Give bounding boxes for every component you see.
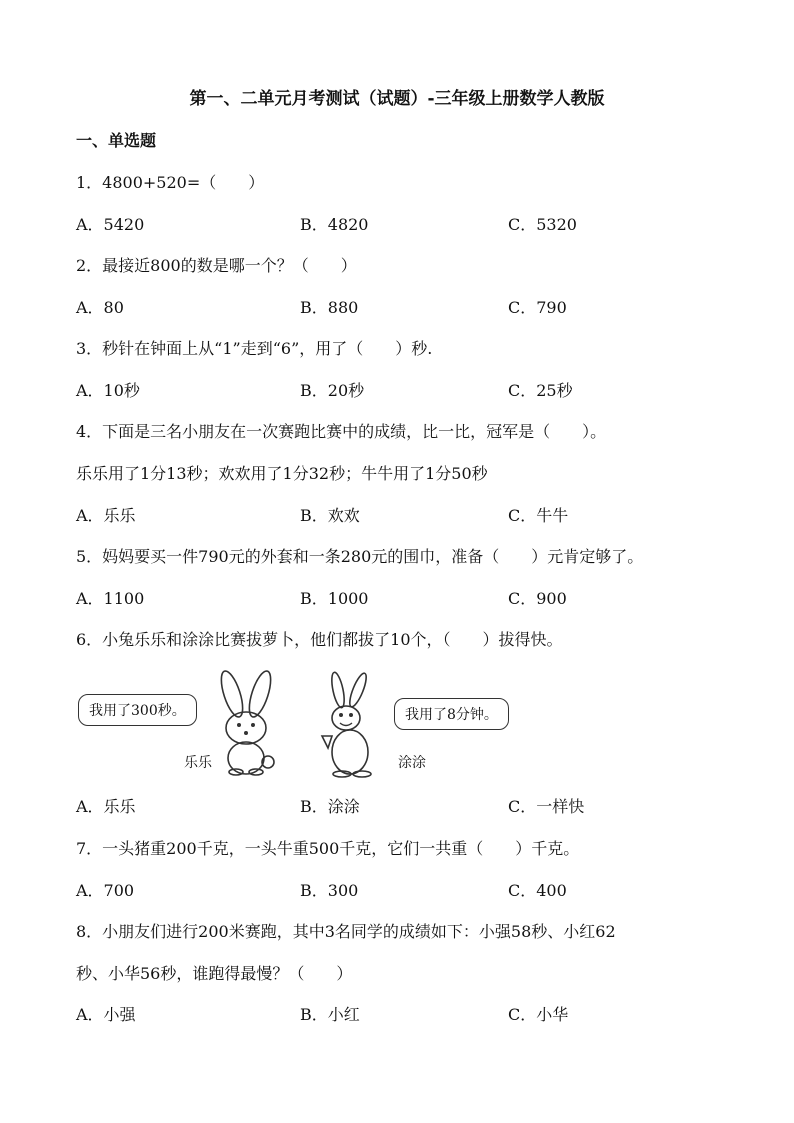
option-a[interactable]: A．乐乐 [76, 506, 136, 525]
question-8: 8．小朋友们进行200米赛跑，其中3名同学的成绩如下：小强58秒、小红62 [76, 922, 616, 941]
section-heading: 一、单选题 [76, 131, 157, 150]
rabbits-illustration [76, 666, 536, 778]
question-4: 4．下面是三名小朋友在一次赛跑比赛中的成绩，比一比，冠军是（ ）。 [76, 422, 607, 441]
question-8-continued: 秒、小华56秒，谁跑得最慢？（ ） [76, 964, 353, 983]
option-c[interactable]: C．790 [508, 298, 567, 317]
question-1-options [76, 212, 716, 234]
question-7-options [76, 878, 716, 900]
option-a[interactable]: A．小强 [76, 1005, 136, 1024]
option-a[interactable]: A．1100 [76, 589, 145, 608]
question-3: 3．秒针在钟面上从“1”走到“6”，用了（ ）秒. [76, 339, 433, 358]
question-1: 1．4800+520=（ ） [76, 173, 265, 192]
name-lele: 乐乐 [184, 755, 212, 771]
option-c[interactable]: C．一样快 [508, 797, 585, 816]
speech-bubble-tutu: 我用了8分钟。 [394, 698, 509, 730]
question-5-options [76, 586, 716, 608]
option-a[interactable]: A．5420 [76, 215, 145, 234]
question-6-options [76, 794, 716, 816]
page-title: 第一、二单元月考测试（试题）-三年级上册数学人教版 [189, 89, 605, 109]
question-7: 7．一头猪重200千克，一头牛重500千克，它们一共重（ ）千克。 [76, 839, 580, 858]
option-b[interactable]: B．300 [300, 881, 359, 900]
question-8-options [76, 1002, 716, 1024]
option-b[interactable]: B．欢欢 [300, 506, 360, 525]
option-a[interactable]: A．10秒 [76, 381, 140, 400]
option-c[interactable]: C．小华 [508, 1005, 569, 1024]
option-b[interactable]: B．1000 [300, 589, 369, 608]
option-b[interactable]: B．涂涂 [300, 797, 360, 816]
option-c[interactable]: C．5320 [508, 215, 577, 234]
option-c[interactable]: C．25秒 [508, 381, 573, 400]
question-5: 5．妈妈要买一件790元的外套和一条280元的围巾，准备（ ）元肯定够了。 [76, 547, 644, 566]
option-c[interactable]: C．400 [508, 881, 567, 900]
option-b[interactable]: B．4820 [300, 215, 369, 234]
question-2: 2．最接近800的数是哪一个？（ ） [76, 256, 357, 275]
question-3-options [76, 378, 716, 400]
rabbit-tutu-icon [312, 670, 386, 778]
option-a[interactable]: A．700 [76, 881, 135, 900]
option-b[interactable]: B．20秒 [300, 381, 365, 400]
question-2-options [76, 295, 716, 317]
speech-bubble-lele: 我用了300秒。 [78, 694, 197, 726]
question-6: 6．小兔乐乐和涂涂比赛拔萝卜，他们都拔了10个，（ ）拔得快。 [76, 630, 563, 649]
question-4-detail: 乐乐用了1分13秒；欢欢用了1分32秒；牛牛用了1分50秒 [76, 464, 488, 483]
option-b[interactable]: B．小红 [300, 1005, 360, 1024]
name-tutu: 涂涂 [398, 755, 426, 771]
option-a[interactable]: A．乐乐 [76, 797, 136, 816]
option-a[interactable]: A．80 [76, 298, 124, 317]
option-c[interactable]: C．牛牛 [508, 506, 569, 525]
option-c[interactable]: C．900 [508, 589, 567, 608]
rabbit-lele-icon [208, 668, 292, 776]
option-b[interactable]: B．880 [300, 298, 359, 317]
question-4-options [76, 503, 716, 525]
